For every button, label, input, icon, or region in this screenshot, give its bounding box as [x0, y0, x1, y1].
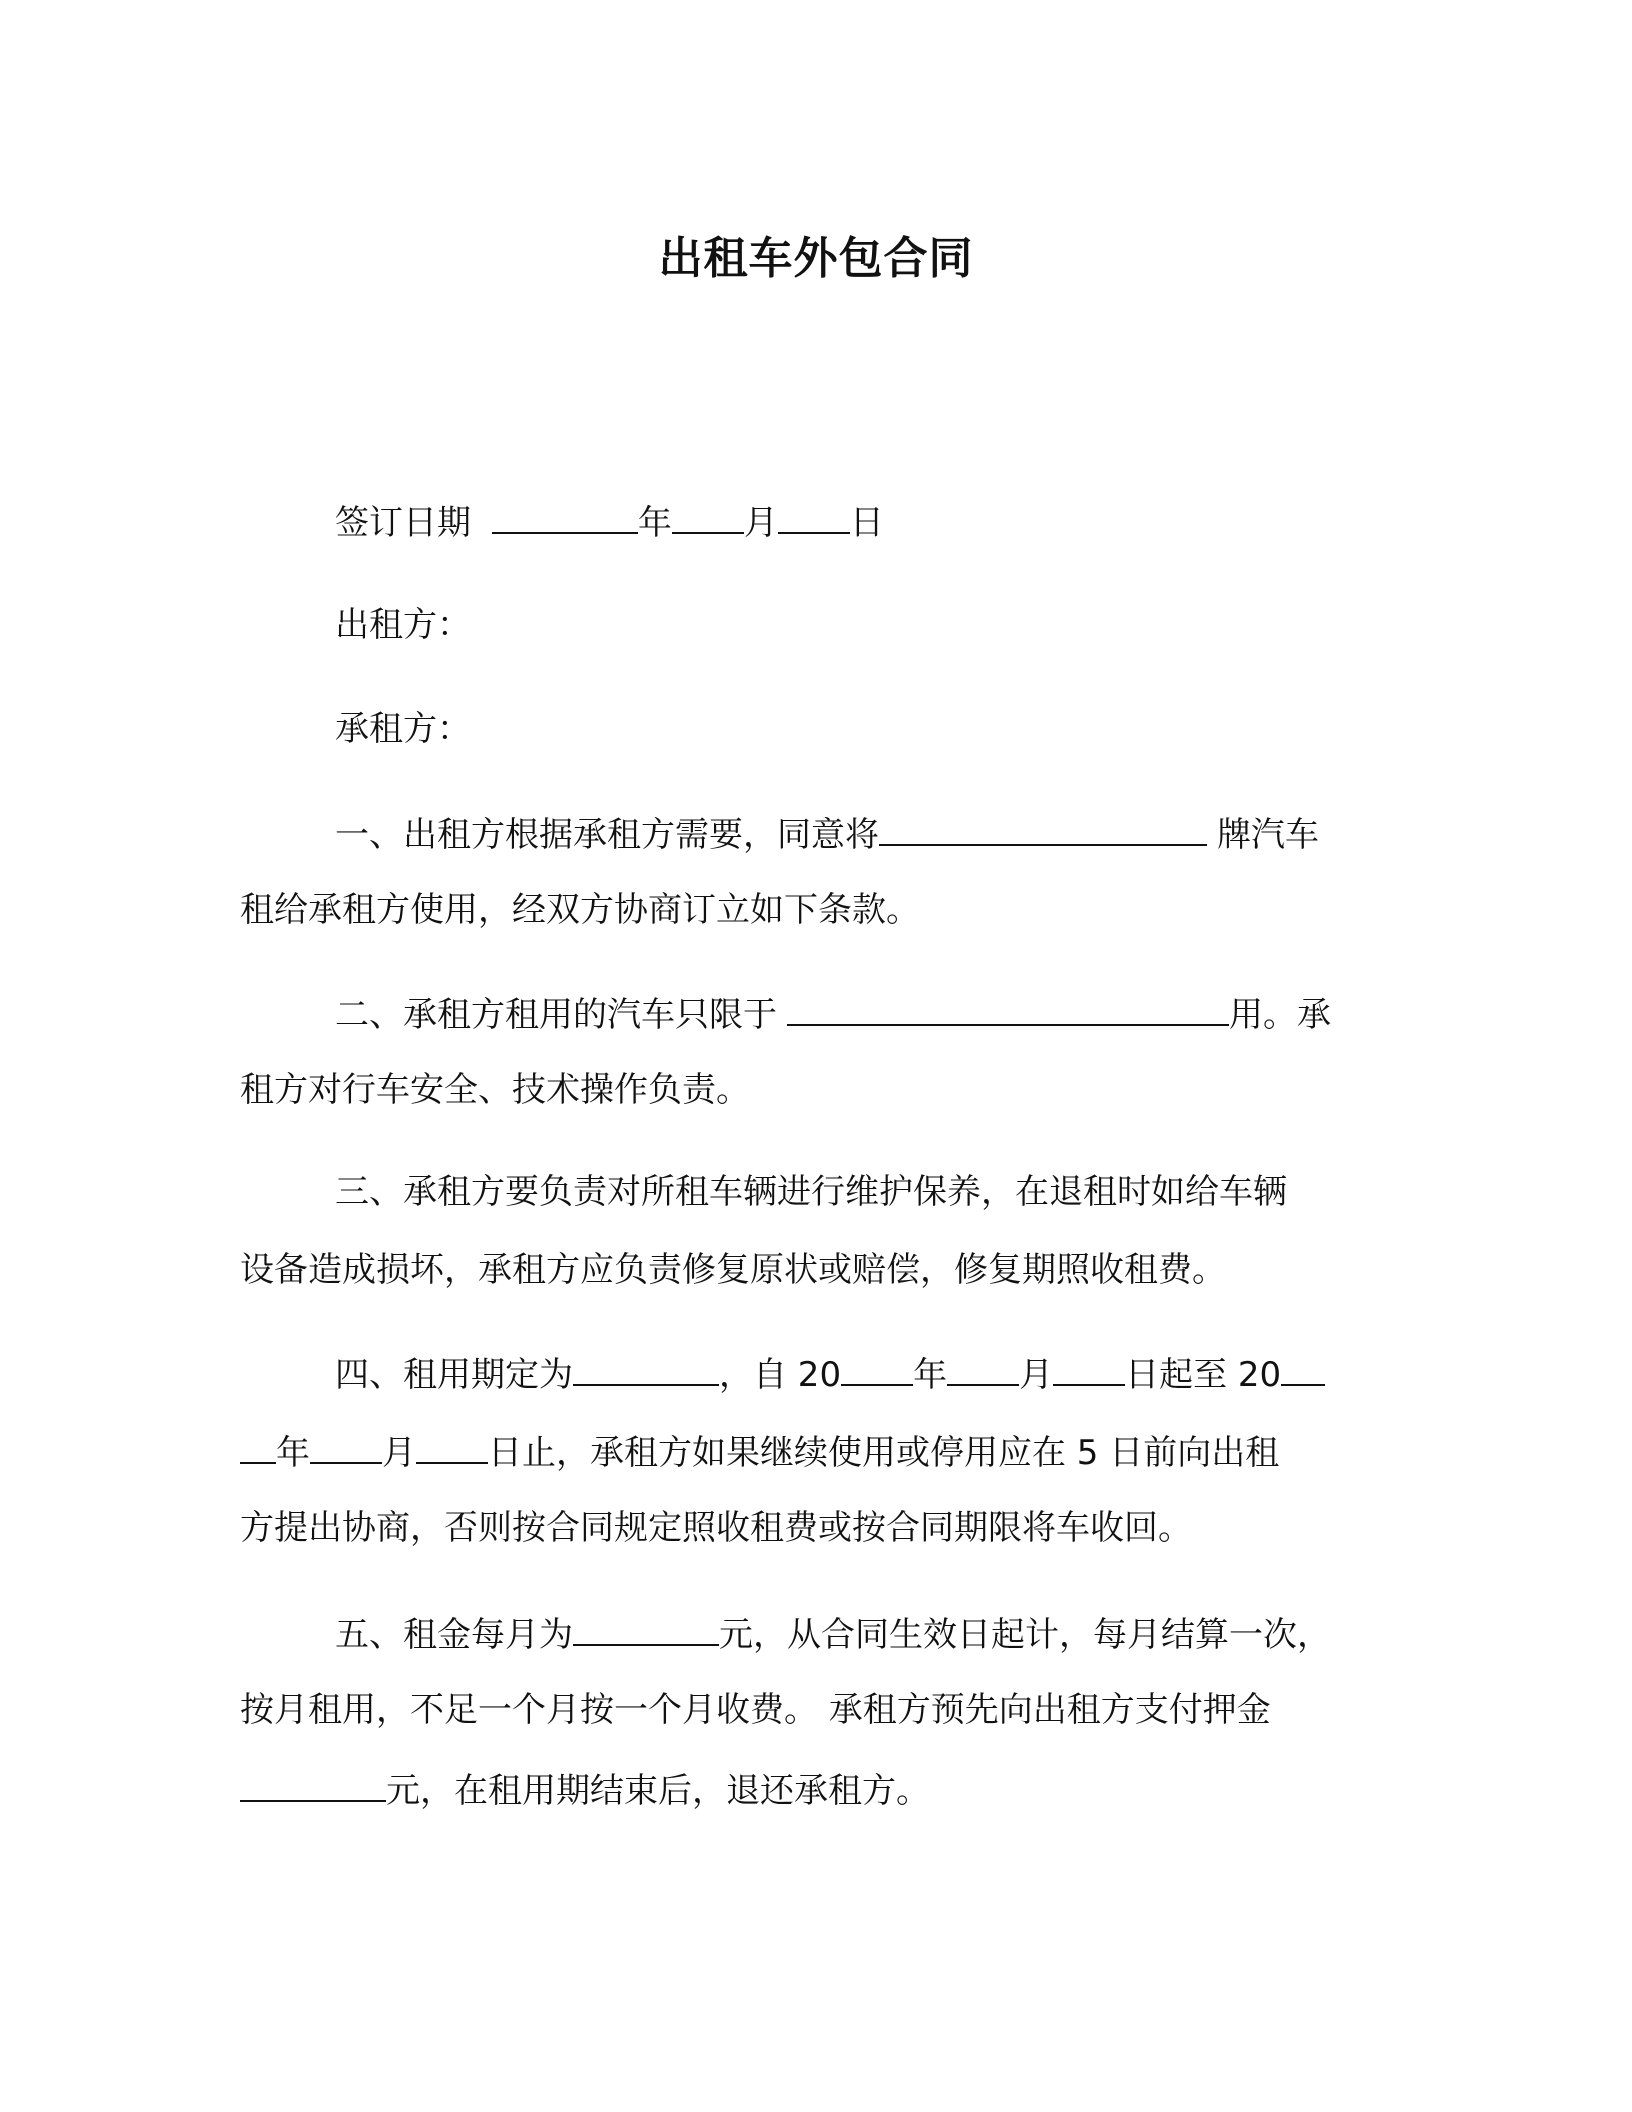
clause5-line1	[335, 1612, 1400, 1655]
term-length-blank	[573, 1352, 719, 1386]
sign-day-blank	[778, 500, 850, 534]
lessor-line	[335, 605, 1400, 645]
clause4-line3: 方提出协商，否则按合同规定照收租费或按合同期限将车收回。	[240, 1508, 1192, 1548]
clause4-text-h: 日止，承租方如果继续使用或停用应在 5 日前向出租	[488, 1433, 1280, 1473]
clause4-text-b: ，自 20	[719, 1355, 842, 1395]
plate-number-blank	[879, 812, 1207, 846]
clause2-text-a: 二、承租方租用的汽车只限于	[335, 995, 777, 1035]
document-title: 出租车外包合同	[658, 233, 974, 284]
clause4-text-e: 日起至 20	[1125, 1355, 1282, 1395]
clause2-text-b: 用。承	[1229, 995, 1331, 1035]
clause5-text-b: 元，从合同生效日起计，每月结算一次，	[719, 1615, 1331, 1655]
clause2-line1	[335, 992, 1400, 1035]
clause2-line2: 租方对行车安全、技术操作负责。	[240, 1070, 750, 1110]
start-day-blank	[1053, 1352, 1125, 1386]
sign-day-label: 日	[849, 503, 884, 543]
clause4-text-c: 年	[913, 1355, 948, 1395]
clause3-line1: 三、承租方要负责对所租车辆进行维护保养，在退租时如给车辆	[335, 1172, 1287, 1212]
monthly-rent-blank	[573, 1612, 719, 1646]
clause1-line2: 租给承租方使用，经双方协商订立如下条款。	[240, 890, 920, 930]
clause4-text-d: 月	[1019, 1355, 1054, 1395]
clause1-line1	[335, 812, 1400, 855]
start-month-blank	[947, 1352, 1019, 1386]
sign-date-line	[335, 500, 1400, 543]
end-year-blank-a	[1281, 1352, 1325, 1386]
end-month-blank	[310, 1430, 382, 1464]
clause1-text-b: 牌汽车	[1217, 815, 1319, 855]
clause5-line3	[240, 1768, 1400, 1811]
lessor-label: 出租方：	[335, 605, 471, 645]
clause4-line2	[240, 1430, 1400, 1473]
start-year-blank	[841, 1352, 913, 1386]
clause4-text-a: 四、租用期定为	[335, 1355, 573, 1395]
sign-year-blank	[492, 500, 638, 534]
sign-month-blank	[672, 500, 744, 534]
clause5-text-c: 元，在租用期结束后，退还承租方。	[386, 1771, 930, 1811]
sign-date-label: 签订日期	[335, 503, 471, 543]
lessee-label: 承租方：	[335, 709, 471, 749]
deposit-blank	[240, 1768, 386, 1802]
clause4-line1	[335, 1352, 1400, 1395]
clause4-text-g: 月	[382, 1433, 416, 1473]
clause5-text-a: 五、租金每月为	[335, 1615, 573, 1655]
clause5-line2: 按月租用，不足一个月按一个月收费。 承租方预先向出租方支付押金	[240, 1690, 1271, 1730]
end-year-blank-b	[240, 1430, 276, 1464]
end-day-blank	[416, 1430, 488, 1464]
clause3-line2: 设备造成损坏，承租方应负责修复原状或赔偿，修复期照收租费。	[240, 1250, 1226, 1290]
sign-year-label: 年	[637, 503, 672, 543]
lessee-line	[335, 709, 1400, 749]
clause1-text-a: 一、出租方根据承租方需要，同意将	[335, 815, 879, 855]
clause4-text-f: 年	[276, 1433, 310, 1473]
usage-scope-blank	[787, 992, 1229, 1026]
sign-month-label: 月	[743, 503, 778, 543]
